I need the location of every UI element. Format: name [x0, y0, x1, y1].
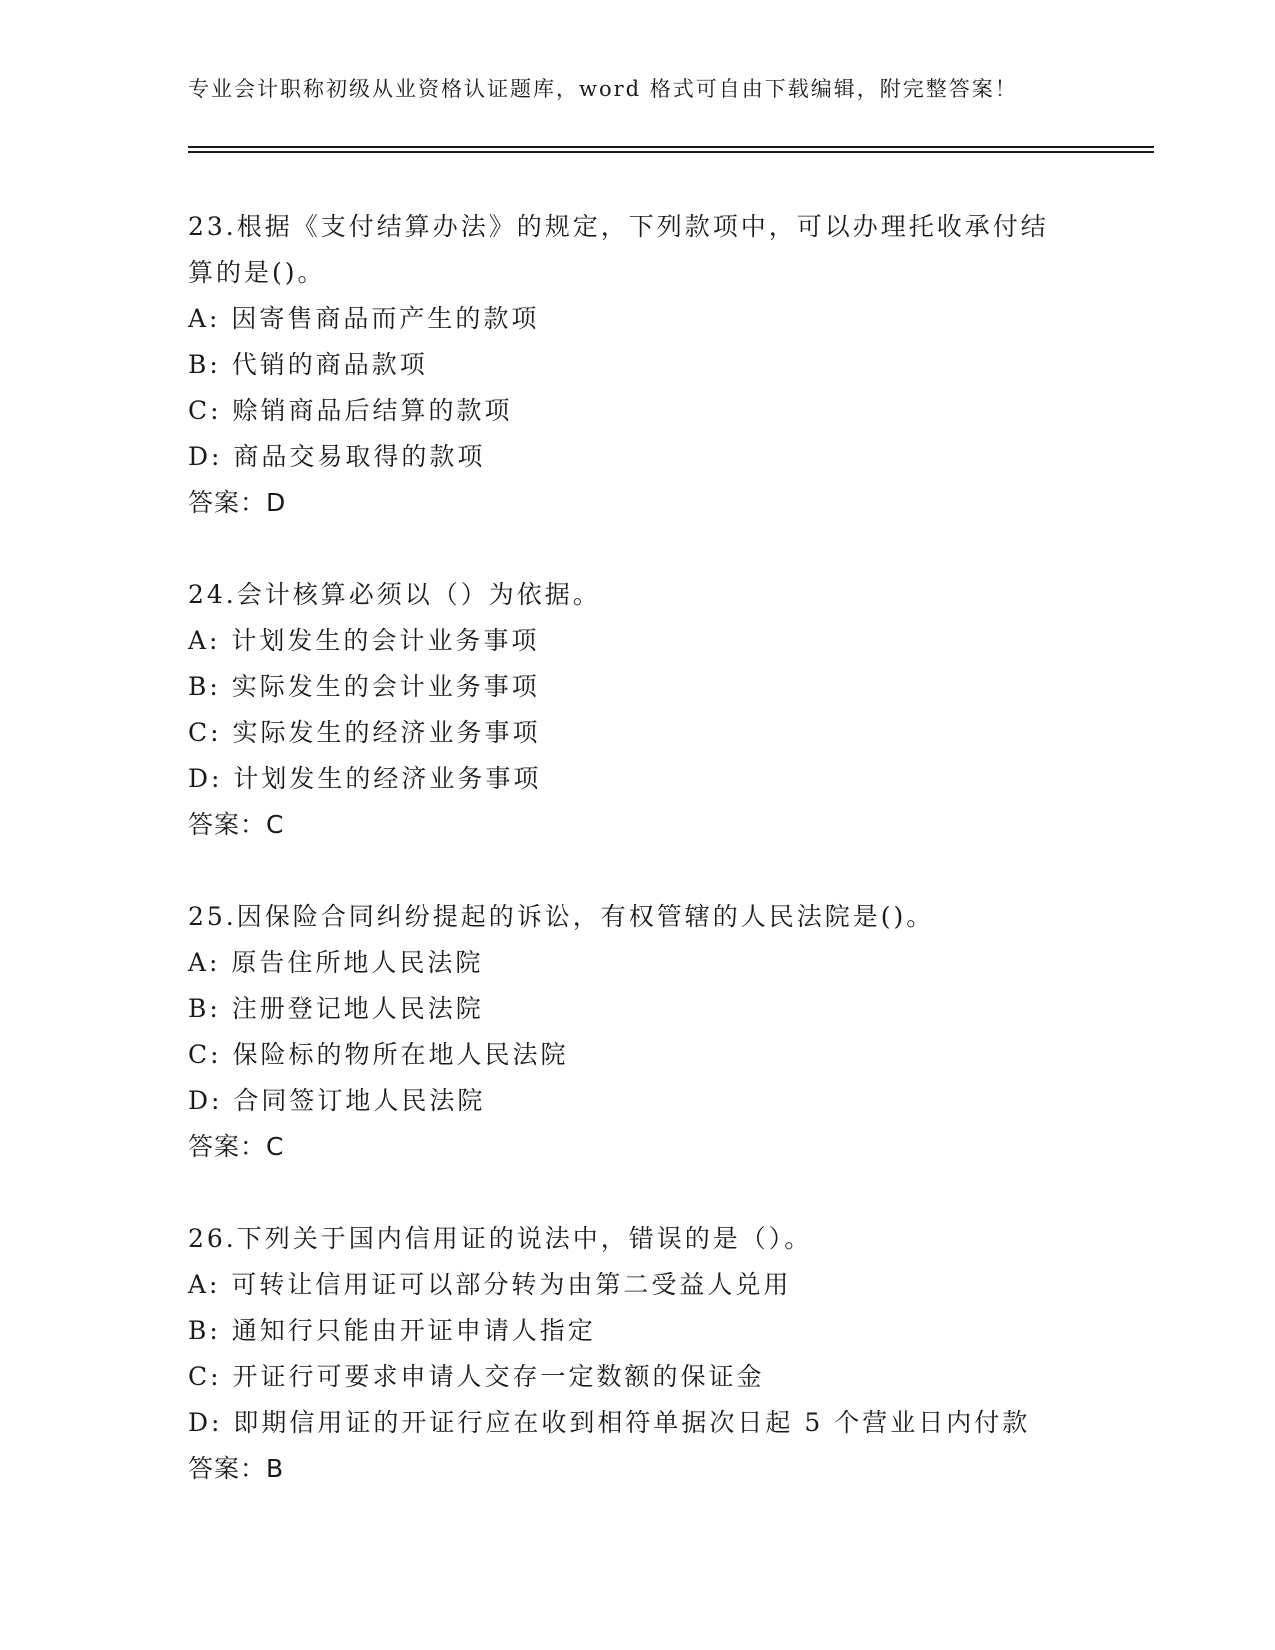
option-a: A: 可转让信用证可以部分转为由第二受益人兑用	[188, 1270, 792, 1299]
option-d: D: 即期信用证的开证行应在收到相符单据次日起 5 个营业日内付款	[188, 1408, 1031, 1437]
option-b: B: 通知行只能由开证申请人指定	[188, 1316, 596, 1345]
question-24	[188, 572, 1088, 848]
question-stem-line: 23.根据《支付结算办法》的规定，下列款项中，可以办理托收承付结	[188, 212, 1049, 241]
question-stem-line: 25.因保险合同纠纷提起的诉讼，有权管辖的人民法院是()。	[188, 902, 935, 931]
question-stem-line: 26.下列关于国内信用证的说法中，错误的是（）。	[188, 1224, 813, 1253]
question-23	[188, 204, 1088, 526]
option-c: C: 开证行可要求申请人交存一定数额的保证金	[188, 1362, 765, 1391]
answer-line: 答案：D	[188, 488, 287, 517]
header-divider-top	[188, 146, 1154, 148]
answer-line: 答案：B	[188, 1454, 285, 1483]
question-25	[188, 894, 1088, 1170]
option-a: A: 计划发生的会计业务事项	[188, 626, 540, 655]
option-c: C: 赊销商品后结算的款项	[188, 396, 513, 425]
option-d: D: 计划发生的经济业务事项	[188, 764, 542, 793]
option-c: C: 保险标的物所在地人民法院	[188, 1040, 569, 1069]
option-d: D: 合同签订地人民法院	[188, 1086, 486, 1115]
option-b: B: 注册登记地人民法院	[188, 994, 484, 1023]
answer-line: 答案：C	[188, 1132, 285, 1161]
question-stem-line: 算的是()。	[188, 258, 326, 287]
answer-line: 答案：C	[188, 810, 285, 839]
option-a: A: 因寄售商品而产生的款项	[188, 304, 540, 333]
question-list	[188, 204, 1088, 1538]
option-c: C: 实际发生的经济业务事项	[188, 718, 541, 747]
question-stem-line: 24.会计核算必须以（）为依据。	[188, 580, 601, 609]
option-b: B: 代销的商品款项	[188, 350, 428, 379]
option-d: D: 商品交易取得的款项	[188, 442, 486, 471]
option-b: B: 实际发生的会计业务事项	[188, 672, 540, 701]
option-a: A: 原告住所地人民法院	[188, 948, 484, 977]
page-header: 专业会计职称初级从业资格认证题库，word 格式可自由下载编辑，附完整答案！	[188, 77, 1018, 101]
question-26	[188, 1216, 1088, 1492]
header-divider-bottom	[188, 151, 1154, 153]
